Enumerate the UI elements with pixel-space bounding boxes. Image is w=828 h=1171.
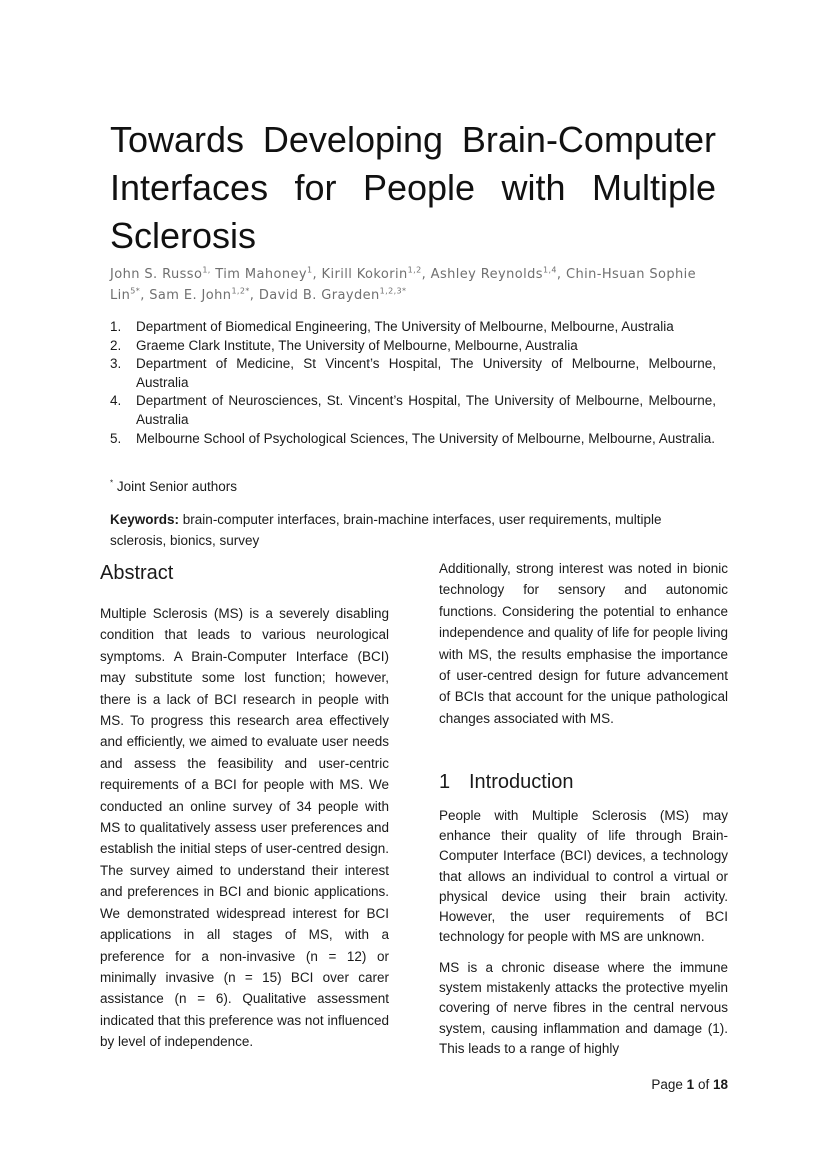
affiliation-text: Department of Neurosciences, St. Vincent’s Hospital, The University of Melbourne, Melbourne, Australia (136, 393, 716, 427)
affiliation-list (110, 318, 716, 448)
author-affiliation-mark: 1, (202, 265, 211, 275)
section-number: 1 (439, 771, 451, 793)
author-name: Sam E. John (149, 288, 232, 303)
author-name: John S. Russo (110, 267, 203, 282)
title-line: Towards Developing Brain-Computer (110, 119, 716, 160)
joint-authors-note (110, 478, 510, 496)
introduction-heading (439, 769, 574, 795)
keywords-label: Keywords: (110, 512, 180, 527)
author-affiliation-mark: 1,2 (407, 265, 422, 275)
affiliation-text: Melbourne School of Psychological Sciences, The University of Melbourne, Melbourne, Australia. (136, 430, 716, 446)
paper-title (110, 116, 716, 260)
affiliation-item (110, 318, 716, 337)
author: Tim Mahoney$^1$, (215, 265, 322, 282)
abstract-text-continued: Additionally, strong interest was noted in bionic technology for sensory and autonomic functions. Considering the potential to enhance independence and quality of life for people living with MS, the results emphasise the importance of user-centred design for future advancement of BCIs that account for the unique pathological changes associated with MS. (439, 561, 728, 726)
author (259, 288, 407, 303)
affiliation-number: 2. (110, 337, 122, 353)
page-word: Page (651, 1077, 683, 1092)
author-name: Chin-Hsuan Sophie Lin (110, 267, 697, 303)
affiliation-text: Department of Medicine, St Vincent’s Hospital, The University of Melbourne, Melbourne, Australia (136, 356, 716, 390)
author-affiliation-mark: 1 (306, 265, 313, 275)
title-line: Interfaces for People with Multiple (110, 167, 716, 208)
author-name: Kirill Kokorin (321, 267, 408, 282)
affiliation-number: 5. (110, 430, 122, 446)
author-name: Ashley Reynolds (430, 267, 543, 282)
author-name: David B. Grayden (258, 288, 380, 303)
author (110, 267, 215, 282)
affiliation-item (110, 337, 716, 356)
author: Kirill Kokorin$^{1,2}$, (321, 265, 431, 282)
author: Sam E. John$^{1,2*}$, (149, 286, 259, 303)
affiliation-item (110, 392, 716, 429)
author-name: Tim Mahoney (215, 267, 307, 282)
affiliation-number: 3. (110, 356, 122, 372)
author: Chin-Hsuan Sophie Lin$^{5*}$, (110, 267, 697, 303)
joint-authors-mark: * (110, 478, 114, 488)
introduction-paragraph: MS is a chronic disease where the immune system mistakenly attacks the protective myelin covering of nerve fibres in the central nervous system, causing inflammation and damage (1). This leads to a range of highly (439, 960, 728, 1056)
author-affiliation-mark: 5* (130, 286, 141, 296)
affiliation-number: 4. (110, 393, 122, 409)
author-affiliation-mark: 1,4 (542, 265, 557, 275)
of-word: of (697, 1077, 710, 1092)
page-footer (600, 1076, 728, 1094)
affiliation-item (110, 355, 716, 392)
abstract-heading: Abstract (100, 562, 174, 584)
page-number: 1 (686, 1077, 695, 1092)
joint-authors-text: Joint Senior authors (116, 479, 237, 494)
affiliation-number: 1. (110, 319, 122, 334)
affiliation-text: Department of Biomedical Engineering, The University of Melbourne, Melbourne, Australia (136, 319, 674, 334)
page-total: 18 (712, 1077, 728, 1092)
section-title: Introduction (469, 771, 574, 793)
author-list (110, 264, 716, 306)
affiliation-item (110, 430, 716, 449)
keywords (110, 509, 716, 551)
introduction-paragraph: People with Multiple Sclerosis (MS) may enhance their quality of life through Brain-Computer Interface (BCI) devices, a technology that allows an individual to control a virtual or physical device using their brain activity. However, the user requirements of BCI technology for people with MS are unknown. (439, 808, 728, 945)
author-affiliation-mark: 1,2* (231, 286, 250, 296)
author-affiliation-mark: 1,2,3* (379, 286, 407, 296)
keywords-text: brain-computer interfaces, brain-machine interfaces, user requirements, multiple sclerosis, bionics, survey (110, 512, 662, 548)
title-line: Sclerosis (110, 215, 257, 256)
author: Ashley Reynolds$^{1,4}$, (430, 265, 566, 282)
affiliation-text: Graeme Clark Institute, The University of Melbourne, Melbourne, Australia (136, 337, 578, 353)
abstract-text: Multiple Sclerosis (MS) is a severely disabling condition that leads to various neurological symptoms. A Brain-Computer Interface (BCI) may substitute some lost function; however, there is a lack of BCI research in people with MS. To progress this research area effectively and efficiently, we aimed to evaluate user needs and assess the feasibility and user-centric requirements of a BCI for people with MS. We conducted an online survey of 34 people with MS to qualitatively assess user preferences and establish the initial steps of user-centred design. The survey aimed to understand their interest and preferences in BCI and bionic applications. We demonstrated widespread interest for BCI applications in all stages of MS, with a preference for a non-invasive (n = 12) or minimally invasive (n = 15) BCI over carer assistance (n = 6). Qualitative assessment indicated that this preference was not influenced by level of independence. (100, 606, 389, 1050)
